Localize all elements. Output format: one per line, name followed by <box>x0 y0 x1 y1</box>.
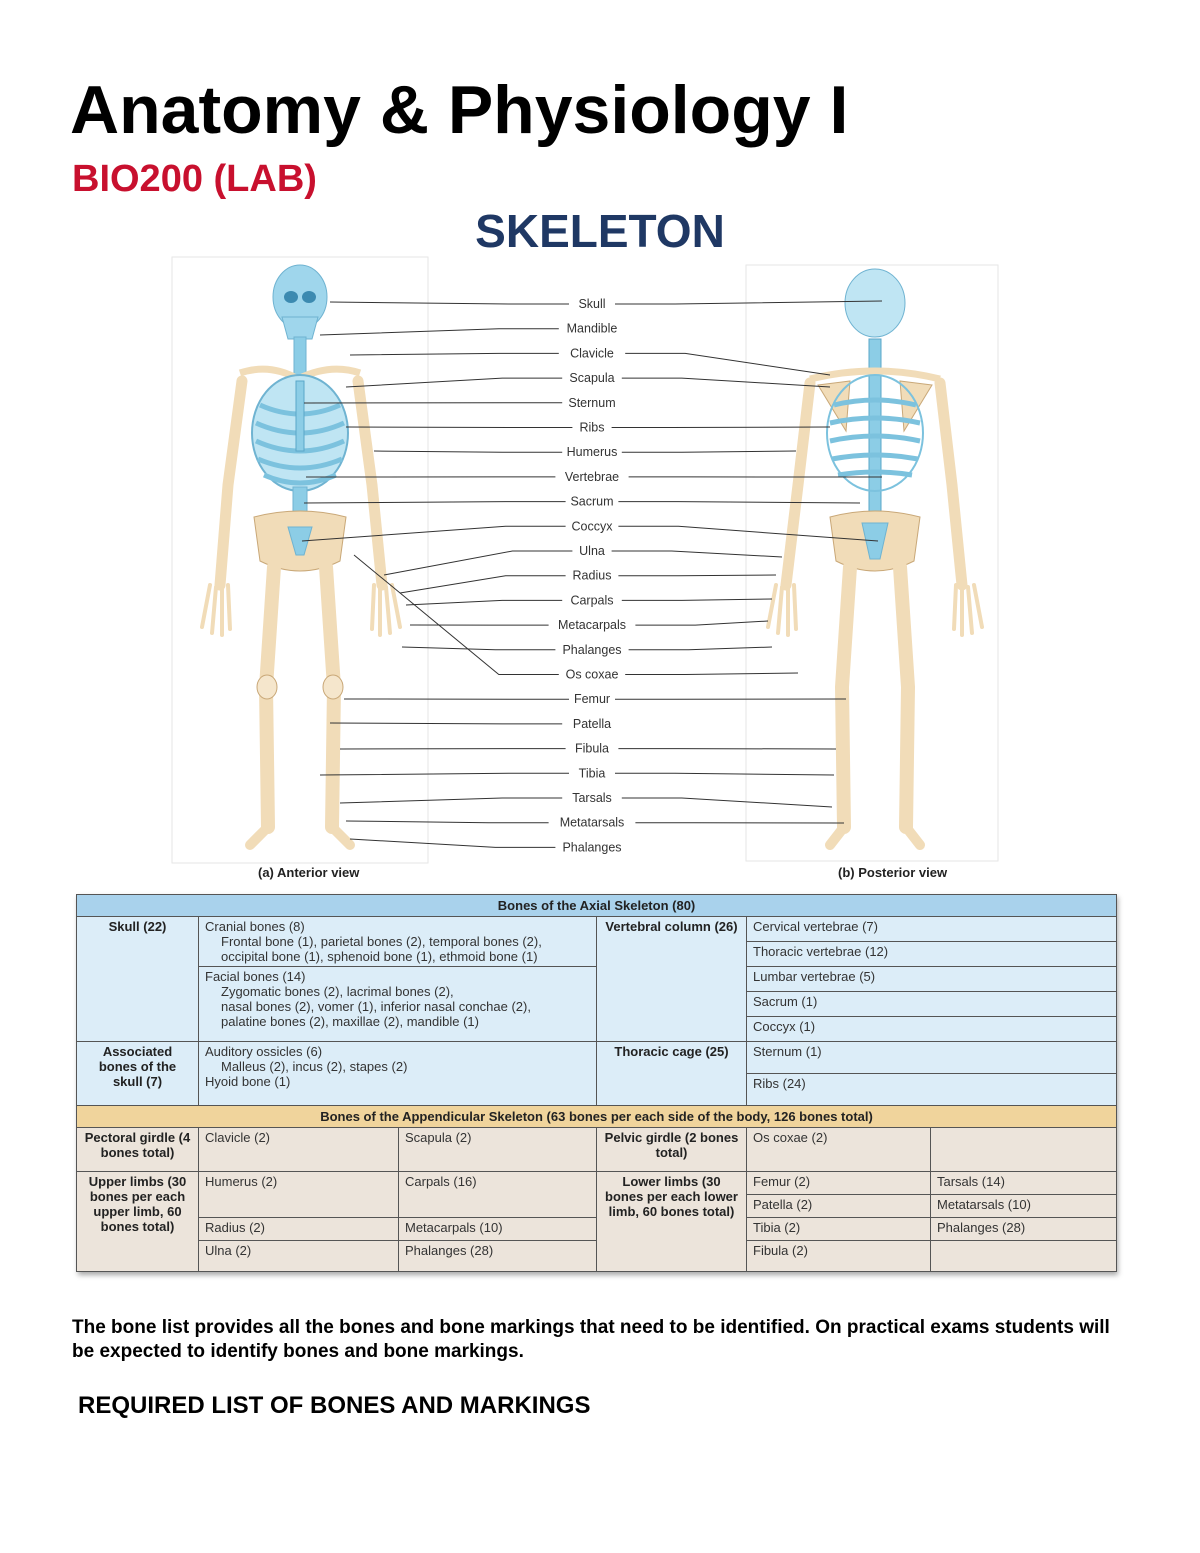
cranial-bones: Cranial bones (8) <box>205 919 305 934</box>
anterior-right-arm <box>358 381 382 585</box>
bone-label: Ulna <box>579 544 605 558</box>
leader-line <box>615 301 882 304</box>
posterior-right-arm <box>940 383 962 585</box>
vertebral-item: Thoracic vertebrae (12) <box>747 942 1117 967</box>
facial-detail-3: palatine bones (2), maxillae (2), mandible (1) <box>221 1014 479 1029</box>
leader-line <box>402 647 555 650</box>
bone-label: Femur <box>573 692 611 707</box>
page-title: Anatomy & Physiology I <box>70 72 849 148</box>
leader-line <box>618 575 776 576</box>
pelvic-heading: Pelvic girdle (2 bones total) <box>597 1128 747 1172</box>
lower-limb-item: Phalanges (28) <box>931 1218 1117 1241</box>
bone-label: Carpals <box>570 593 614 608</box>
cranial-detail-1: Frontal bone (1), parietal bones (2), temporal bones (2), <box>221 934 542 949</box>
posterior-skull <box>845 269 905 337</box>
leader-line <box>635 621 768 625</box>
section-heading: SKELETON <box>475 205 725 257</box>
upper-limb-item: Humerus (2) <box>199 1172 399 1218</box>
leader-line <box>615 773 834 775</box>
leader-line <box>374 451 562 452</box>
facial-detail-1: Zygomatic bones (2), lacrimal bones (2), <box>221 984 454 999</box>
leader-line <box>346 427 572 428</box>
pectoral-heading: Pectoral girdle (4 bones total) <box>77 1128 199 1172</box>
required-list-heading: REQUIRED LIST OF BONES AND MARKINGS <box>78 1392 591 1419</box>
bone-label: Phalanges <box>562 840 622 855</box>
leader-line <box>622 798 832 807</box>
lower-limb-item: Tibia (2) <box>747 1218 931 1241</box>
thoracic-item: Sternum (1) <box>747 1042 1117 1074</box>
leader-line <box>330 723 562 724</box>
bone-label: Sacrum <box>570 494 614 509</box>
facial-bones-cell <box>199 967 597 1042</box>
anterior-cervical <box>294 337 306 377</box>
bone-label: Sternum <box>568 395 616 410</box>
leader-line <box>629 647 772 650</box>
bone-label: Radius <box>572 568 612 583</box>
auditory-detail: Malleus (2), incus (2), stapes (2) <box>221 1059 408 1074</box>
bone-label: Humerus <box>566 445 618 460</box>
bone-label: Clavicle <box>570 346 614 361</box>
posterior-skeleton <box>768 269 982 845</box>
leader-line <box>406 600 562 605</box>
facial-bones: Facial bones (14) <box>205 969 306 984</box>
leader-line <box>618 502 860 503</box>
leader-line <box>350 353 559 355</box>
appendicular-header: Bones of the Appendicular Skeleton (63 bones per each side of the body, 126 bones total) <box>77 1106 1117 1128</box>
bone-label: Metacarpals <box>557 618 627 633</box>
bone-label: Tibia <box>578 766 606 781</box>
vertebral-item: Coccyx (1) <box>747 1017 1117 1042</box>
leader-line <box>346 821 549 823</box>
anterior-mandible <box>282 317 318 339</box>
leader-line <box>304 502 566 503</box>
associated-bones-cell <box>199 1042 597 1106</box>
bones-table <box>76 894 1116 1272</box>
bone-label: Scapula <box>569 371 615 386</box>
posterior-caption: (b) Posterior view <box>838 865 948 880</box>
bone-label: Mandible <box>566 321 618 336</box>
pectoral-item: Clavicle (2) <box>199 1128 399 1172</box>
axial-header: Bones of the Axial Skeleton (80) <box>77 895 1117 917</box>
empty-cell <box>931 1241 1117 1272</box>
bone-labels <box>558 297 626 854</box>
vertebral-item: Sacrum (1) <box>747 992 1117 1017</box>
leader-line <box>400 576 566 593</box>
anterior-caption: (a) Anterior view <box>258 865 360 880</box>
facial-detail-2: nasal bones (2), vomer (1), inferior nasal conchae (2), <box>221 999 531 1014</box>
hyoid-bone: Hyoid bone (1) <box>205 1074 291 1089</box>
pectoral-item: Scapula (2) <box>399 1128 597 1172</box>
leader-line <box>320 329 559 335</box>
posterior-right-leg <box>900 567 908 827</box>
bone-list-note: The bone list provides all the bones and bone markings that need to be identified. On practical exams students will be expected to identify bones and bone markings. <box>72 1317 1110 1362</box>
upper-limb-item: Radius (2) <box>199 1218 399 1241</box>
vertebral-item: Lumbar vertebrae (5) <box>747 967 1117 992</box>
lower-limbs-heading: Lower limbs (30 bones per each lower limb, 60 bones total) <box>597 1172 747 1272</box>
bone-label: Ribs <box>579 420 605 435</box>
auditory-ossicles: Auditory ossicles (6) <box>205 1044 323 1059</box>
cranial-detail-2: occipital bone (1), sphenoid bone (1), ethmoid bone (1) <box>221 949 538 964</box>
bone-label: Tarsals <box>572 791 612 805</box>
skeleton-figure <box>170 255 1010 887</box>
leader-line <box>625 353 830 375</box>
lower-limb-item: Fibula (2) <box>747 1241 931 1272</box>
bone-label: Os coxae <box>565 667 619 682</box>
bone-label: Coccyx <box>571 519 613 534</box>
lower-limb-item: Metatarsals (10) <box>931 1195 1117 1218</box>
bone-label: Metatarsals <box>559 815 625 830</box>
upper-limb-item: Ulna (2) <box>199 1241 399 1272</box>
leader-line <box>384 551 572 575</box>
leader-line <box>320 773 569 775</box>
upper-limb-item: Metacarpals (10) <box>399 1218 597 1241</box>
thoracic-heading: Thoracic cage (25) <box>597 1042 747 1106</box>
leader-line <box>622 451 796 452</box>
bone-label: Patella <box>572 716 612 731</box>
thoracic-item: Ribs (24) <box>747 1074 1117 1106</box>
bone-label: Fibula <box>574 741 610 756</box>
upper-limbs-heading: Upper limbs (30 bones per each upper limb, 60 bones total) <box>77 1172 199 1272</box>
bone-label: Vertebrae <box>564 469 620 484</box>
leader-line <box>346 378 562 387</box>
leader-line <box>612 551 782 557</box>
anterior-sternum <box>296 381 304 451</box>
anterior-left-arm <box>220 381 242 585</box>
course-code: BIO200 (LAB) <box>72 158 317 200</box>
empty-cell <box>931 1128 1117 1172</box>
upper-limb-item: Phalanges (28) <box>399 1241 597 1272</box>
leader-line <box>350 839 555 847</box>
vertebral-item: Cervical vertebrae (7) <box>747 917 1117 942</box>
leader-line <box>625 673 798 675</box>
leader-line <box>622 599 772 600</box>
vertebral-heading: Vertebral column (26) <box>597 917 747 1042</box>
leader-line <box>330 302 569 304</box>
lower-limb-item: Tarsals (14) <box>931 1172 1117 1195</box>
cranial-bones-cell <box>199 917 597 967</box>
anterior-skeleton <box>202 265 400 845</box>
posterior-left-leg <box>842 567 850 827</box>
leader-line <box>622 378 830 387</box>
bone-label: Phalanges <box>562 642 622 657</box>
associated-heading: Associated bones of the skull (7) <box>77 1042 199 1106</box>
lower-limb-item: Femur (2) <box>747 1172 931 1195</box>
skull-heading: Skull (22) <box>77 917 199 1042</box>
pelvic-item: Os coxae (2) <box>747 1128 931 1172</box>
lower-limb-item: Patella (2) <box>747 1195 931 1218</box>
bone-label: Skull <box>578 297 606 311</box>
leader-line <box>612 427 830 428</box>
leader-line <box>340 798 562 803</box>
posterior-left-arm <box>786 383 810 585</box>
upper-limb-item: Carpals (16) <box>399 1172 597 1218</box>
